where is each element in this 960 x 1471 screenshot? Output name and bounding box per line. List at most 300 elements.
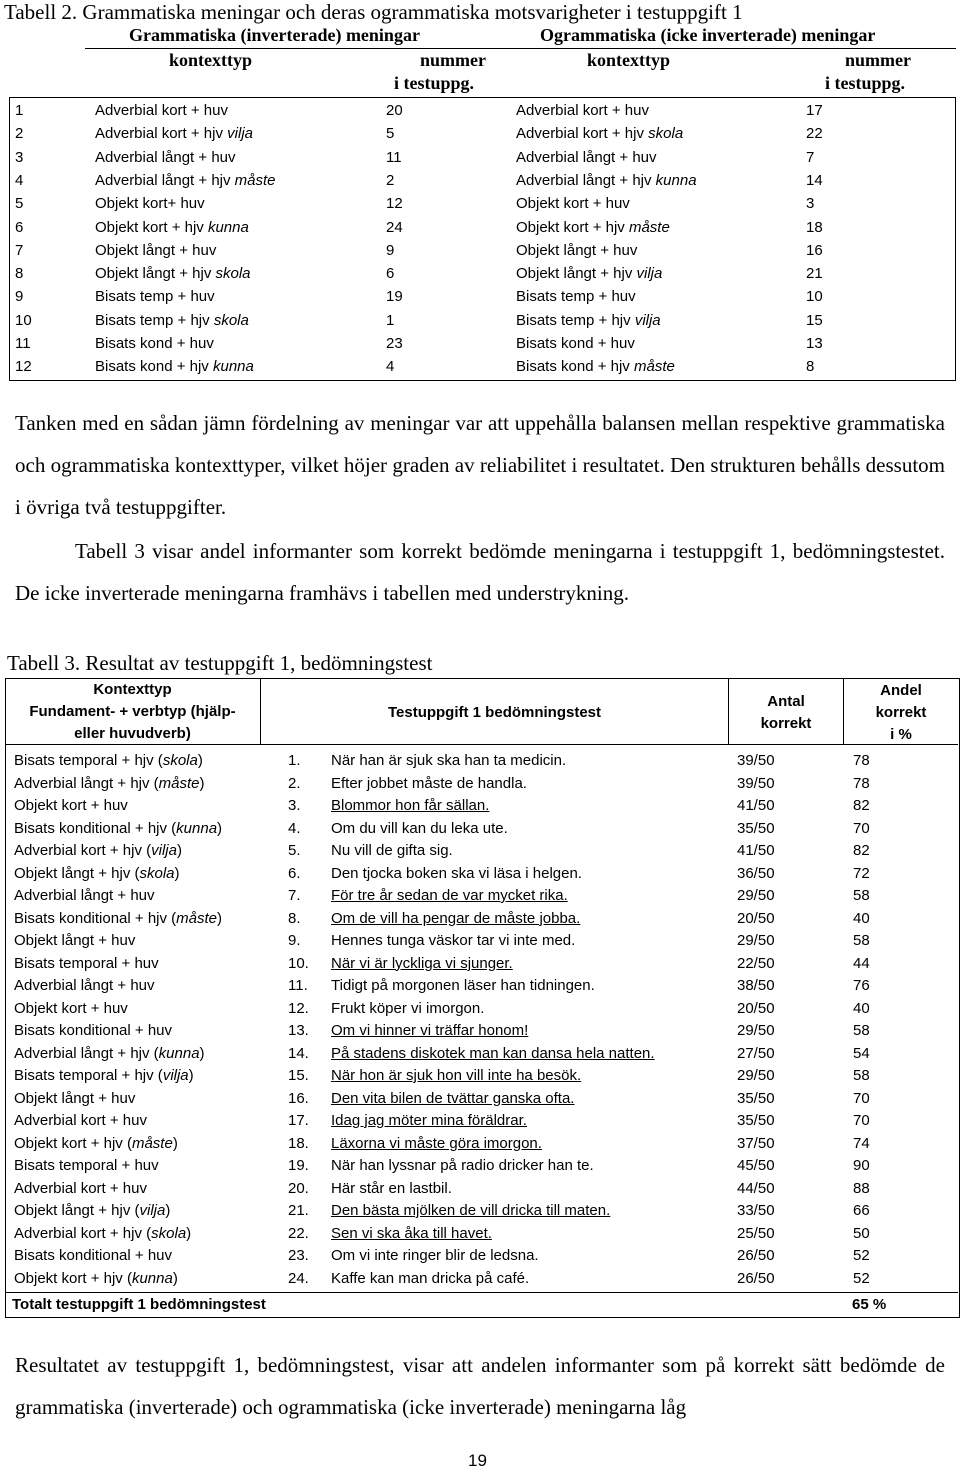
table3-antal: 33/50 — [737, 1202, 775, 1219]
table2-left-context — [95, 195, 205, 212]
table2-left-context-verb: kunna — [212, 358, 254, 376]
table3-row — [5, 930, 958, 952]
table3 — [5, 678, 960, 1318]
table2-col-kontexttyp-right: kontexttyp — [587, 50, 671, 70]
table3-context-text: Bisats temporal + huv — [14, 954, 159, 972]
table2-left-number: 2 — [386, 171, 395, 189]
table3-item-number: 20. — [288, 1179, 309, 1197]
table2-row-number: 2 — [15, 125, 24, 143]
table2-row-number: 8 — [15, 265, 24, 283]
table3-row — [5, 750, 958, 772]
table3-antal: 26/50 — [737, 1247, 775, 1264]
table2-right-number: 22 — [806, 125, 823, 143]
table3-sentence: Blommor hon får sällan. — [331, 797, 490, 814]
table2-row-number: 7 — [15, 241, 24, 259]
table2-left-number: 9 — [386, 241, 395, 259]
table2-group-divider — [85, 48, 956, 49]
table2-row — [9, 169, 954, 192]
table3-header-antal-2: korrekt — [760, 715, 812, 732]
table2-right-context-verb: skola — [648, 125, 684, 143]
table3-sentence: På stadens diskotek man kan dansa hela natten. — [331, 1044, 655, 1062]
table3-andel: 82 — [853, 797, 870, 814]
table3-item-number: 11. — [288, 977, 308, 994]
table3-andel: 66 — [853, 1202, 870, 1219]
table3-row — [5, 1178, 958, 1200]
table2-left-context — [95, 312, 249, 329]
table3-context — [14, 775, 205, 792]
table3-sentence: Idag jag möter mina föräldrar. — [331, 1112, 527, 1129]
table2-left-context-verb: vilja — [227, 125, 253, 143]
table2-right-number: 15 — [806, 311, 823, 329]
table3-context-text: Adverbial långt + hjv ( — [14, 774, 159, 792]
table2-row — [9, 355, 954, 378]
table3-item-number: 12. — [288, 999, 309, 1017]
table2-right-context — [516, 288, 636, 305]
table3-sentence: Den tjocka boken ska vi läsa i helgen. — [331, 864, 582, 882]
table2-left-context-text: Bisats temp + huv — [95, 288, 215, 306]
table2-left-number: 4 — [386, 358, 395, 376]
table2-left-context-text: Adverbial långt + hjv — [95, 171, 235, 189]
table3-context-close: ) — [217, 819, 223, 837]
table3-antal: 29/50 — [737, 1067, 775, 1084]
table2-row — [9, 285, 954, 308]
table2-right-context — [516, 125, 683, 142]
table2-left-number: 12 — [386, 195, 403, 213]
table2-right-number: 3 — [806, 195, 815, 213]
table3-andel: 54 — [853, 1044, 870, 1062]
table3-andel: 52 — [853, 1247, 870, 1264]
table3-context — [14, 797, 128, 814]
table3-context-text: Adverbial kort + hjv ( — [14, 1224, 152, 1242]
table2-col-nummer-left: nummer — [420, 50, 486, 70]
table3-context-text: Objekt kort + hjv ( — [14, 1269, 132, 1287]
table2-left-context — [95, 265, 251, 282]
table3-context — [14, 1045, 205, 1062]
table3-context-text: Adverbial långt + hjv ( — [14, 1044, 159, 1062]
table2-row — [9, 239, 954, 262]
table3-context-close: ) — [172, 1134, 178, 1152]
table3-context — [14, 752, 203, 769]
table2-col-nummer-right: nummer — [845, 50, 911, 70]
table3-context-close: ) — [172, 1269, 178, 1287]
table2-left-context — [95, 172, 276, 189]
table2-row — [9, 332, 954, 355]
table3-andel: 40 — [853, 999, 870, 1017]
table3-antal: 44/50 — [737, 1179, 775, 1197]
table2-left-context — [95, 335, 214, 352]
table3-andel: 58 — [853, 1022, 870, 1039]
table3-antal: 27/50 — [737, 1044, 775, 1062]
table3-context — [14, 932, 135, 949]
table3-row — [5, 953, 958, 975]
table3-row — [5, 885, 958, 907]
table3-context-text: Bisats konditional + hjv ( — [14, 819, 177, 837]
table3-antal: 35/50 — [737, 1112, 775, 1129]
table3-context-verb: vilja — [139, 1202, 166, 1219]
table3-row — [5, 1223, 958, 1245]
table3-row — [5, 863, 958, 885]
table2-left-context — [95, 149, 236, 166]
table2-right-number: 7 — [806, 148, 815, 166]
table2-caption: Tabell 2. Grammatiska meningar och deras ogrammatiska motsvarigheter i testuppgift 1 — [4, 0, 743, 24]
paragraph-2: Tabell 3 visar andel informanter som korrekt bedömde meningarna i testuppgift 1, bedömningstestet. De icke inverterade meningarna framhävs i tabellen med understrykning. — [15, 539, 945, 605]
table3-context-text: Objekt kort + huv — [14, 797, 128, 814]
table3-context-text: Adverbial långt + huv — [14, 977, 155, 994]
table2-left-context-verb: kunna — [207, 218, 249, 236]
table3-andel: 40 — [853, 909, 870, 927]
table3-antal: 35/50 — [737, 819, 775, 837]
table2-left-number: 1 — [386, 311, 395, 329]
table2-right-context-verb: vilja — [634, 311, 661, 329]
table3-row — [5, 1088, 958, 1110]
table2-left-context — [95, 358, 254, 375]
table3-context-text: Objekt kort + huv — [14, 999, 128, 1017]
table3-context-verb: måste — [158, 774, 200, 792]
table3-total-line — [5, 1292, 958, 1293]
table3-context — [14, 1202, 170, 1219]
table3-antal: 29/50 — [737, 1022, 775, 1039]
table3-row — [5, 998, 958, 1020]
table2-row — [9, 192, 954, 215]
table2-row — [9, 99, 954, 122]
table3-context-verb: vilja — [162, 1067, 189, 1084]
table3-context-close: ) — [188, 1067, 194, 1084]
table2-right-context-text: Bisats temp + huv — [516, 288, 636, 306]
table2-right-context — [516, 102, 649, 119]
table3-item-number: 9. — [288, 932, 301, 949]
table3-context-verb: vilja — [151, 842, 177, 859]
table2-right-context — [516, 172, 697, 189]
table3-header-antal-1: Antal — [767, 693, 805, 710]
table2-row — [9, 309, 954, 332]
table3-andel: 58 — [853, 887, 870, 904]
table3-sentence: Tidigt på morgonen läser han tidningen. — [331, 977, 595, 994]
table3-antal: 25/50 — [737, 1224, 775, 1242]
table3-andel: 70 — [853, 1089, 870, 1107]
table2-right-context-text: Objekt långt + hjv — [516, 265, 637, 283]
table3-item-number: 8. — [288, 909, 301, 927]
table3-context-close: ) — [199, 1044, 205, 1062]
table3-antal: 20/50 — [737, 909, 775, 927]
table2-right-context-text: Bisats temp + hjv — [516, 311, 635, 329]
table3-sentence: Den vita bilen de tvättar ganska ofta. — [331, 1089, 575, 1107]
table3-item-number: 23. — [288, 1247, 309, 1264]
table3-item-number: 3. — [288, 797, 301, 814]
table2-col-nummer-left-sub: i testuppg. — [394, 73, 475, 93]
table3-header-test: Testuppgift 1 bedömningstest — [387, 704, 602, 721]
table2-row-number: 5 — [15, 195, 24, 213]
table2-row-number: 12 — [15, 358, 32, 376]
table3-andel: 70 — [853, 1112, 870, 1129]
table3-context-close: ) — [197, 752, 203, 769]
table2-right-context-text: Adverbial kort + huv — [516, 102, 649, 119]
table3-sentence: För tre år sedan de var mycket rika. — [331, 887, 568, 904]
table3-antal: 45/50 — [737, 1157, 775, 1174]
table2-left-number: 23 — [386, 335, 403, 352]
table3-andel: 88 — [853, 1179, 870, 1197]
table3-antal: 39/50 — [737, 752, 775, 769]
table3-item-number: 14. — [288, 1044, 309, 1062]
table3-context-text: Bisats konditional + huv — [14, 1022, 173, 1039]
table3-caption: Tabell 3. Resultat av testuppgift 1, bedömningstest — [7, 651, 433, 675]
paragraph-3: Resultatet av testuppgift 1, bedömningstest, visar att andelen informanter som på korrekt sätt bedömde de grammatiska (inverterade) och ogrammatiska (icke inverterade) meningarna låg — [15, 1353, 945, 1419]
table3-row — [5, 795, 958, 817]
table2-left-context — [95, 242, 216, 259]
table3-context-close: ) — [186, 1224, 192, 1242]
table2-left-context-text: Bisats kond + huv — [95, 335, 214, 352]
table2-left-context-text: Adverbial kort + huv — [95, 102, 228, 119]
table2-right-number: 8 — [806, 358, 815, 376]
table3-andel: 82 — [853, 842, 870, 859]
table2-left-context-text: Bisats kond + hjv — [95, 358, 213, 376]
table2-right-number: 16 — [806, 241, 823, 259]
table3-sentence: När hon är sjuk hon vill inte ha besök. — [331, 1067, 582, 1084]
table3-context — [14, 977, 155, 994]
table3-sentence: Sen vi ska åka till havet. — [331, 1224, 492, 1242]
table3-sentence: Om vi inte ringer blir de ledsna. — [331, 1247, 539, 1264]
table3-antal: 41/50 — [737, 797, 775, 814]
table2-group-right: Ogrammatiska (icke inverterade) meningar — [540, 25, 876, 45]
table3-item-number: 22. — [288, 1224, 309, 1242]
table2-left-number: 19 — [386, 288, 403, 306]
table3-andel: 58 — [853, 932, 870, 949]
table3-andel: 78 — [853, 774, 870, 792]
table2-right-context-text: Adverbial långt + hjv — [516, 171, 656, 189]
table3-item-number: 19. — [288, 1157, 309, 1174]
table3-row — [5, 1245, 958, 1267]
table3-antal: 41/50 — [737, 842, 775, 859]
table3-item-number: 1. — [288, 752, 301, 769]
table3-sentence: Efter jobbet måste de handla. — [331, 774, 527, 792]
paragraph-1: Tanken med en sådan jämn fördelning av meningar var att uppehålla balansen mellan respektive grammatiska och ogrammatiska kontexttyper, vilket höjer graden av reliabilitet i resultatet. Den strukturen behålls dessutom i övriga två testuppgifter. — [15, 411, 945, 519]
table2-right-number: 13 — [806, 335, 823, 352]
table3-context-verb: kunna — [158, 1044, 200, 1062]
table3-antal: 39/50 — [737, 774, 775, 792]
table2-right-context-verb: kunna — [655, 171, 697, 189]
table2-left-context-text: Objekt kort + hjv — [95, 218, 208, 236]
table2-right-context — [516, 358, 675, 375]
table2-right-context-verb: vilja — [636, 265, 663, 283]
table3-antal: 20/50 — [737, 999, 775, 1017]
table3-row — [5, 1200, 958, 1222]
table3-header-andel-3: i % — [890, 726, 912, 743]
table3-row — [5, 773, 958, 795]
table3-row — [5, 1268, 958, 1290]
table3-sentence: Om de vill ha pengar de måste jobba. — [331, 909, 581, 927]
table3-item-number: 15. — [288, 1067, 309, 1084]
table3-context-close: ) — [217, 909, 223, 927]
table3-context-text: Objekt långt + hjv ( — [14, 864, 140, 882]
table3-context — [14, 1022, 172, 1039]
table3-context — [14, 1067, 194, 1084]
table2-right-context — [516, 242, 637, 259]
table3-andel: 72 — [853, 864, 870, 882]
table2-row-number: 11 — [15, 335, 31, 352]
table3-header-context-2: Fundament- + verbtyp (hjälp- — [29, 703, 236, 720]
table3-context — [14, 1180, 147, 1197]
table2 — [9, 24, 956, 381]
table3-sentence: När han lyssnar på radio dricker han te. — [331, 1157, 594, 1174]
table3-context-text: Bisats temporal + hjv ( — [14, 752, 163, 769]
table3-context-text: Bisats temporal + huv — [14, 1157, 159, 1174]
table3-context-verb: kunna — [131, 1269, 173, 1287]
table3-context-text: Objekt kort + hjv ( — [14, 1134, 132, 1152]
table3-antal: 38/50 — [737, 977, 775, 994]
table3-andel: 52 — [853, 1269, 870, 1287]
table3-item-number: 21. — [288, 1202, 309, 1219]
table3-andel: 50 — [853, 1224, 870, 1242]
table3-total-value: 65 % — [852, 1296, 887, 1313]
table2-right-number: 14 — [806, 171, 823, 189]
table2-left-context — [95, 288, 215, 305]
table2-row-number: 1 — [15, 102, 24, 119]
table2-right-context — [516, 335, 635, 352]
table2-row — [9, 122, 954, 145]
table2-right-context — [516, 312, 661, 329]
table2-left-context-text: Objekt kort+ huv — [95, 195, 205, 213]
table3-antal: 36/50 — [737, 864, 775, 882]
table3-row — [5, 908, 958, 930]
table3-context — [14, 1225, 191, 1242]
table2-left-number: 11 — [386, 148, 402, 166]
table3-context-verb: skola — [162, 752, 198, 769]
table3-item-number: 10. — [288, 954, 309, 972]
table3-antal: 37/50 — [737, 1134, 775, 1152]
table3-context — [14, 1247, 172, 1264]
table2-right-number: 10 — [806, 288, 823, 306]
table3-andel: 76 — [853, 977, 870, 994]
table3-row — [5, 975, 958, 997]
table3-item-number: 24. — [288, 1269, 309, 1287]
table2-right-number: 17 — [806, 102, 823, 119]
table3-sentence: När vi är lyckliga vi sjunger. — [331, 954, 513, 972]
table3-context-verb: kunna — [176, 819, 218, 837]
table3-row — [5, 1110, 958, 1132]
table3-row — [5, 1155, 958, 1177]
table3-context — [14, 842, 182, 859]
table3-context-close: ) — [199, 774, 205, 792]
table3-context — [14, 1090, 135, 1107]
table3-sentence: Den bästa mjölken de vill dricka till maten. — [331, 1202, 611, 1219]
table3-context-verb: måste — [131, 1134, 173, 1152]
table3-sentence: Om vi hinner vi träffar honom! — [331, 1022, 529, 1039]
table3-context-text: Objekt långt + hjv ( — [14, 1202, 140, 1219]
table3-item-number: 13. — [288, 1022, 309, 1039]
table3-andel: 78 — [853, 752, 870, 769]
table3-context — [14, 910, 222, 927]
table3-item-number: 5. — [288, 842, 301, 859]
table3-header-context-1: Kontexttyp — [93, 681, 172, 698]
table3-sentence: Hennes tunga väskor tar vi inte med. — [331, 932, 576, 949]
table2-row-number: 6 — [15, 218, 24, 236]
table3-context-text: Objekt långt + huv — [14, 1089, 136, 1107]
table2-left-context-verb: skola — [215, 265, 251, 283]
table3-antal: 35/50 — [737, 1089, 775, 1107]
table2-row-number: 4 — [15, 171, 24, 189]
table3-context — [14, 820, 222, 837]
table3-sentence: Här står en lastbil. — [331, 1179, 452, 1197]
table3-sentence: Kaffe kan man dricka på café. — [331, 1269, 530, 1287]
table3-context — [14, 955, 159, 972]
table2-right-context-text: Adverbial långt + huv — [516, 148, 657, 166]
table2-left-context-text: Adverbial kort + hjv — [95, 125, 228, 143]
table3-sentence: Läxorna vi måste göra imorgon. — [331, 1134, 542, 1152]
table3-context-close: ) — [165, 1202, 171, 1219]
table2-row — [9, 262, 954, 285]
table3-item-number: 6. — [288, 864, 301, 882]
table2-row-number: 3 — [15, 148, 24, 166]
table3-context-text: Bisats konditional + huv — [14, 1247, 173, 1264]
table3-context — [14, 887, 155, 904]
table2-col-kontexttyp-left: kontexttyp — [169, 50, 253, 70]
table3-andel: 44 — [853, 954, 870, 972]
table3-item-number: 4. — [288, 819, 301, 837]
table2-left-context-text: Bisats temp + hjv — [95, 311, 214, 329]
table3-row — [5, 818, 958, 840]
table3-item-number: 16. — [288, 1089, 309, 1107]
table2-right-context — [516, 219, 670, 236]
table3-total-label: Totalt testuppgift 1 bedömningstest — [12, 1296, 266, 1313]
table2-left-context — [95, 125, 253, 142]
table3-context-text: Adverbial kort + huv — [14, 1179, 147, 1197]
table3-context-close: ) — [176, 842, 182, 859]
table3-item-number: 17. — [288, 1112, 309, 1129]
table3-sentence: När han är sjuk ska han ta medicin. — [331, 752, 567, 769]
table2-right-context-text: Bisats kond + huv — [516, 335, 635, 352]
table2-right-context-text: Objekt långt + huv — [516, 241, 638, 259]
table3-context-text: Adverbial långt + huv — [14, 887, 155, 904]
table3-antal: 29/50 — [737, 887, 775, 904]
page-number: 19 — [468, 1451, 487, 1470]
table3-andel: 70 — [853, 819, 870, 837]
table3-row — [5, 1043, 958, 1065]
table2-row — [9, 216, 954, 239]
table2-right-context-text: Bisats kond + hjv — [516, 358, 634, 376]
table2-right-context-verb: måste — [628, 218, 670, 236]
table2-left-number: 20 — [386, 102, 403, 119]
table2-right-context-text: Objekt kort + hjv — [516, 218, 629, 236]
table2-right-number: 21 — [806, 265, 823, 283]
table3-row — [5, 1133, 958, 1155]
table3-sentence: Frukt köper vi imorgon. — [331, 999, 485, 1017]
table2-right-context — [516, 195, 630, 212]
table3-andel: 90 — [853, 1157, 870, 1174]
table3-sentence: Om du vill kan du leka ute. — [331, 819, 508, 837]
table2-group-left: Grammatiska (inverterade) meningar — [129, 25, 420, 45]
table3-item-number: 2. — [288, 774, 301, 792]
table3-context-text: Bisats temporal + hjv ( — [14, 1067, 163, 1084]
table3-context — [14, 1000, 128, 1017]
table2-right-context — [516, 149, 657, 166]
table3-row — [5, 1020, 958, 1042]
table2-right-context-text: Adverbial kort + hjv — [516, 125, 649, 143]
table2-col-nummer-right-sub: i testuppg. — [825, 73, 906, 93]
table3-antal: 26/50 — [737, 1269, 775, 1287]
table3-item-number: 7. — [288, 887, 301, 904]
table2-row-number: 9 — [15, 288, 24, 306]
table3-context-verb: skola — [151, 1224, 187, 1242]
table2-row — [9, 146, 954, 169]
table2-left-context — [95, 219, 249, 236]
table3-context — [14, 1112, 147, 1129]
table3-context — [14, 865, 180, 882]
table2-left-number: 5 — [386, 125, 395, 143]
table2-left-context-verb: måste — [234, 171, 276, 189]
table3-andel: 74 — [853, 1134, 870, 1152]
table3-header-andel-1: Andel — [880, 682, 922, 699]
table3-context-text: Objekt långt + huv — [14, 932, 136, 949]
table3-row — [5, 1065, 958, 1087]
